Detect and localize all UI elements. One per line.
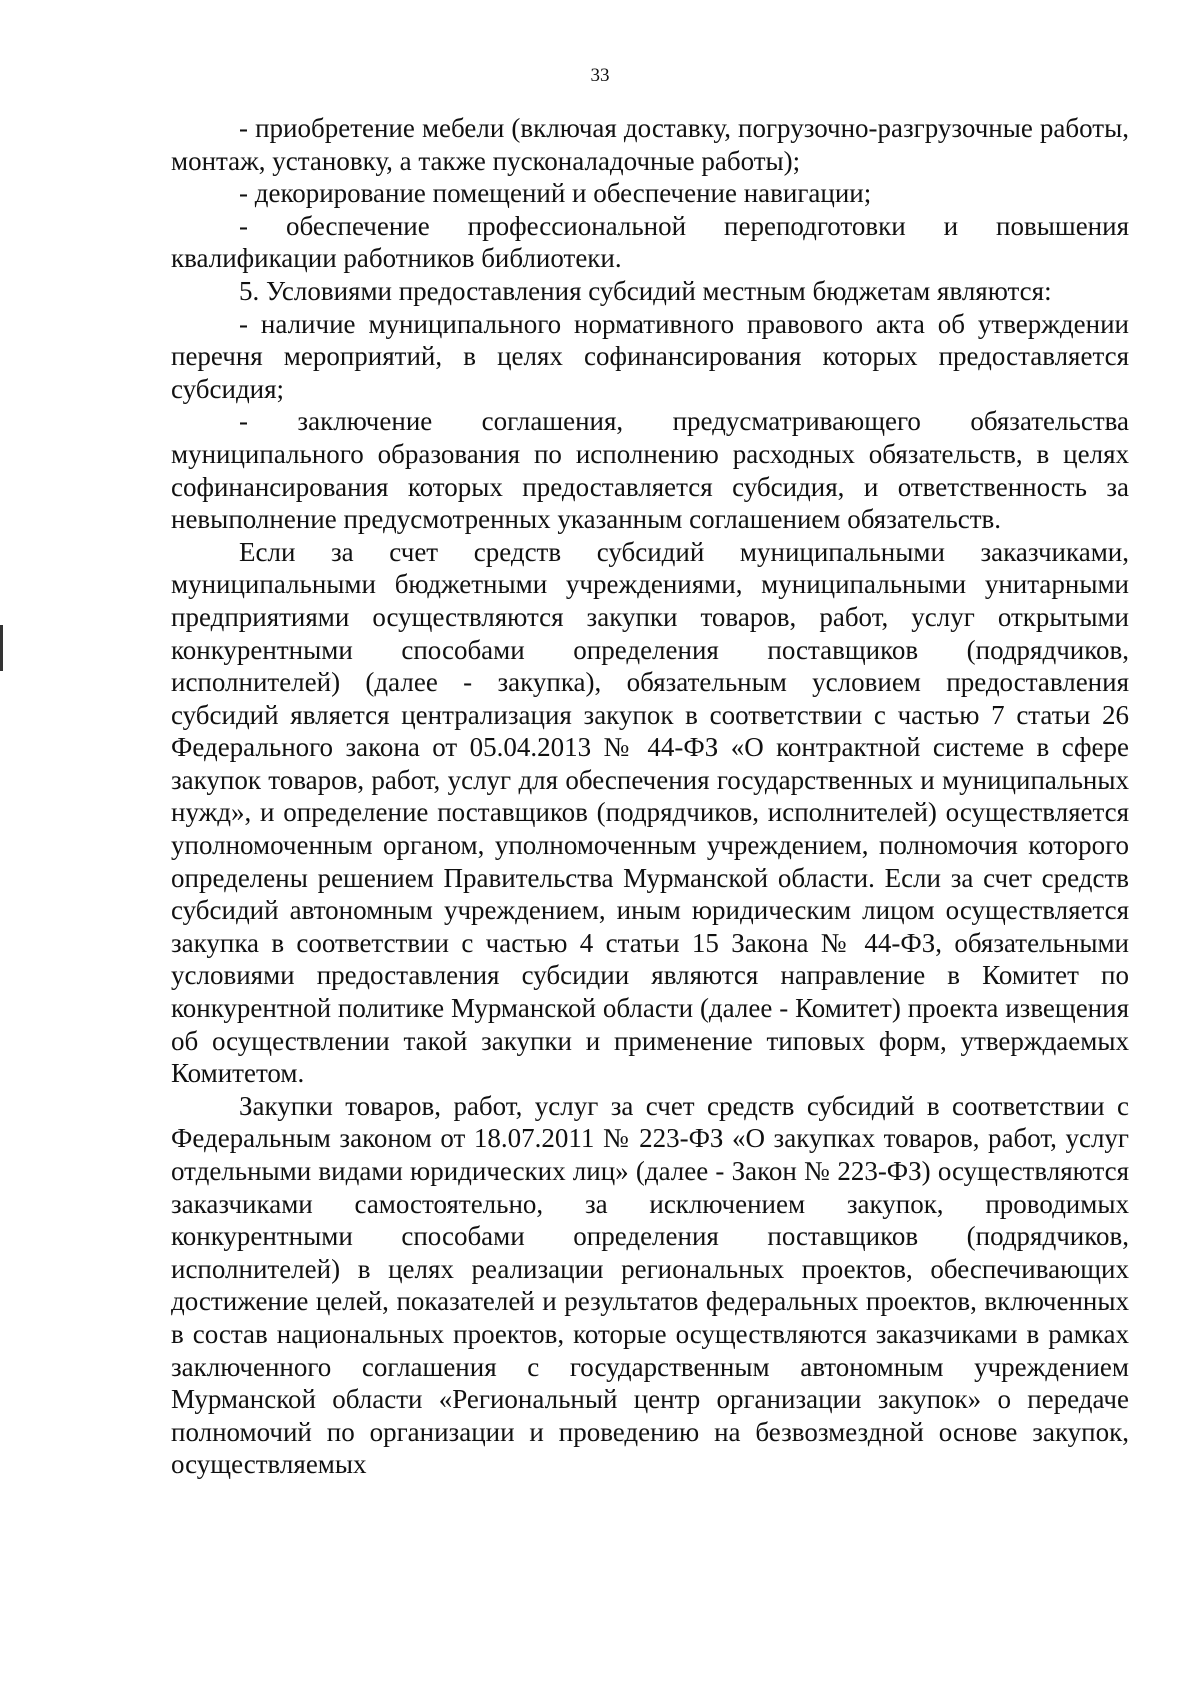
scan-edge-mark — [0, 625, 3, 671]
paragraph-subsidy-conditions: 5. Условиями предоставления субсидий местным бюджетам являются: — [239, 275, 1052, 306]
paragraph-municipal-act: - наличие муниципального нормативного правового акта об утверждении перечня мероприятий, в целях софинансирования которых предоставляется субсидия; — [171, 308, 1129, 404]
paragraph-agreement: - заключение соглашения, предусматривающего обязательства муниципального образования по исполнению расходных обязательств, в целях софинансирования которых предоставляется субсидия, и ответственность за невыполнение предусмотренных указанным соглашением обязательств. — [171, 406, 1129, 535]
document-body — [171, 112, 1129, 1481]
paragraph-decoration: - декорирование помещений и обеспечение навигации; — [239, 178, 872, 209]
paragraph-procurement-223fz: Закупки товаров, работ, услуг за счет средств субсидий в соответствии с Федеральным законом от 18.07.2011 № 223-ФЗ «О закупках товаров, работ, услуг отдельными видами юридических лиц» (далее - Закон № 223-ФЗ) осуществляются заказчиками самостоятельно, за исключением закупок, проводимых конкурентными способами определения поставщиков (подрядчиков, исполнителей) в целях реализации региональных проектов, обеспечивающих достижение целей, показателей и результатов федеральных проектов, включенных в состав национальных проектов, которые осуществляются заказчиками в рамках заключенного соглашения с государственным автономным учреждением Мурманской области «Региональный центр организации закупок» о передаче полномочий по организации и проведению на безвозмездной основе закупок, осуществляемых — [171, 1090, 1129, 1480]
paragraph-procurement-44fz: Если за счет средств субсидий муниципальными заказчиками, муниципальными бюджетными учреждениями, муниципальными унитарными предприятиями осуществляются закупки товаров, работ, услуг открытыми конкурентными способами определения поставщиков (подрядчиков, исполнителей) (далее - закупка), обязательным условием предоставления субсидий является централизация закупок в соответствии с частью 7 статьи 26 Федерального закона от 05.04.2013 № 44-ФЗ «О контрактной системе в сфере закупок товаров, работ, услуг для обеспечения государственных и муниципальных нужд», и определение поставщиков (подрядчиков, исполнителей) осуществляется уполномоченным органом, уполномоченным учреждением, полномочия которого определены решением Правительства Мурманской области. Если за счет средств субсидий автономным учреждением, иным юридическим лицом осуществляется закупка в соответствии с частью 4 статьи 15 Закона № 44-ФЗ, обязательными условиями предоставления субсидии являются направление в Комитет по конкурентной политике Мурманской области (далее - Комитет) проекта извещения об осуществлении такой закупки и применение типовых форм, утверждаемых Комитетом. — [171, 536, 1129, 1089]
paragraph-furniture: - приобретение мебели (включая доставку, погрузочно-разгрузочные работы, монтаж, установку, а также пусконаладочные работы); — [171, 113, 1129, 176]
page-number: 33 — [590, 65, 610, 86]
paragraph-training: - обеспечение профессиональной переподготовки и повышения квалификации работников библиотеки. — [171, 210, 1129, 274]
